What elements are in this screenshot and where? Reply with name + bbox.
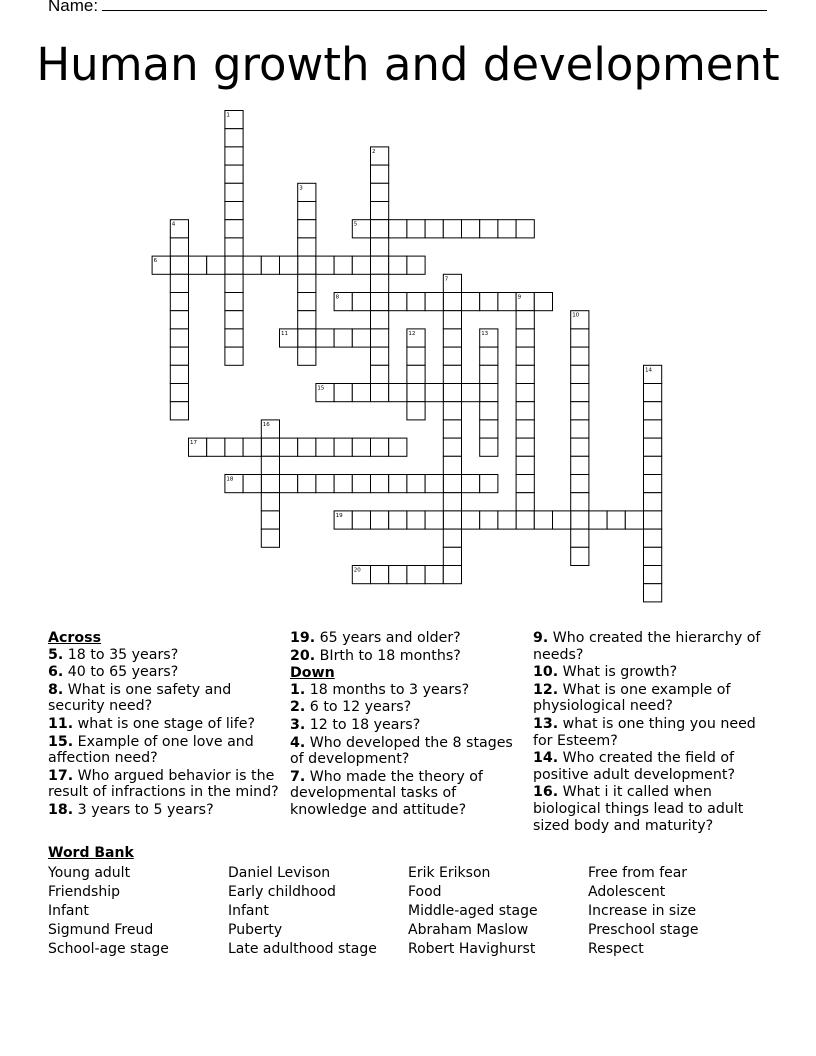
crossword-cell[interactable]: [261, 256, 279, 274]
word-bank-item: Sigmund Freud: [48, 922, 154, 938]
cell-number: 18: [226, 476, 234, 483]
crossword-cell[interactable]: [371, 384, 389, 402]
cell-number: 10: [572, 312, 580, 319]
crossword-cell[interactable]: [571, 420, 589, 438]
crossword-cell[interactable]: [225, 129, 243, 147]
crossword-cell[interactable]: [189, 256, 207, 274]
crossword-cell[interactable]: [443, 529, 461, 547]
crossword-cell[interactable]: [207, 256, 225, 274]
crossword-cell[interactable]: [480, 402, 498, 420]
crossword-cell[interactable]: [443, 384, 461, 402]
crossword-cell[interactable]: [407, 293, 425, 311]
crossword-cell[interactable]: [644, 529, 662, 547]
crossword-cell[interactable]: [571, 329, 589, 347]
crossword-cell[interactable]: [207, 438, 225, 456]
crossword-cell[interactable]: [644, 438, 662, 456]
crossword-cell[interactable]: [261, 475, 279, 493]
clue-across-8: 8. What is one safety and security need?: [48, 681, 232, 715]
crossword-cell[interactable]: [407, 511, 425, 529]
crossword-cell[interactable]: [571, 547, 589, 565]
cell-number: 2: [372, 148, 376, 155]
crossword-cell[interactable]: [371, 165, 389, 183]
word-bank-item: School-age stage: [48, 941, 169, 957]
clue-down-7: 7. Who made the theory of developmental tasks of knowledge and attitude?: [290, 768, 483, 818]
crossword-cell[interactable]: [407, 256, 425, 274]
word-bank-column-1: [48, 864, 169, 959]
crossword-cell[interactable]: [571, 438, 589, 456]
crossword-cell[interactable]: [225, 183, 243, 201]
crossword-cell[interactable]: [644, 493, 662, 511]
crossword-cell[interactable]: [498, 511, 516, 529]
crossword-cell[interactable]: [225, 293, 243, 311]
crossword-cell[interactable]: [516, 420, 534, 438]
crossword-cell[interactable]: [644, 566, 662, 584]
crossword-cell[interactable]: [280, 256, 298, 274]
crossword-cell[interactable]: [225, 220, 243, 238]
crossword-cell[interactable]: [553, 511, 571, 529]
crossword-cell[interactable]: [389, 511, 407, 529]
crossword-cell[interactable]: [352, 384, 370, 402]
crossword-cell[interactable]: [625, 511, 643, 529]
crossword-cell[interactable]: [225, 274, 243, 292]
word-bank-item: Young adult: [48, 865, 131, 881]
crossword-cell[interactable]: [480, 293, 498, 311]
clues-column-1: [48, 630, 280, 820]
clue-across-19: 19. 65 years and older?: [290, 630, 461, 646]
crossword-cell[interactable]: [389, 438, 407, 456]
word-bank-column-4: [588, 864, 698, 959]
crossword-cell[interactable]: [644, 420, 662, 438]
crossword-cell[interactable]: [170, 329, 188, 347]
crossword-cell[interactable]: [462, 511, 480, 529]
cell-number: 3: [299, 185, 303, 192]
crossword-cell[interactable]: [298, 311, 316, 329]
crossword-cell[interactable]: [170, 293, 188, 311]
down-heading: Down: [290, 665, 335, 682]
crossword-cell[interactable]: [407, 384, 425, 402]
crossword-cell[interactable]: [371, 566, 389, 584]
crossword-cell[interactable]: [371, 274, 389, 292]
word-bank-item: Food: [408, 884, 442, 900]
crossword-cell[interactable]: [644, 456, 662, 474]
crossword-cell[interactable]: [371, 183, 389, 201]
cell-number: 8: [335, 294, 340, 301]
word-bank-item: Robert Havighurst: [408, 941, 536, 957]
crossword-cell[interactable]: [298, 347, 316, 365]
crossword-cell[interactable]: [371, 347, 389, 365]
across-heading: Across: [48, 630, 102, 646]
crossword-cell[interactable]: [516, 402, 534, 420]
crossword-cell[interactable]: [443, 438, 461, 456]
crossword-cell[interactable]: [480, 220, 498, 238]
cell-number: 16: [262, 421, 270, 428]
cell-number: 15: [317, 385, 325, 392]
clue-across-11: 11. what is one stage of life?: [48, 715, 255, 732]
crossword-cell[interactable]: [516, 311, 534, 329]
crossword-cell[interactable]: [316, 329, 334, 347]
crossword-cell[interactable]: [571, 529, 589, 547]
name-label: Name:: [48, 0, 99, 15]
crossword-cell[interactable]: [443, 293, 461, 311]
crossword-cell[interactable]: [516, 493, 534, 511]
crossword-cell[interactable]: [298, 202, 316, 220]
clue-down-13: 13. what is one thing you need for Esteem?: [533, 715, 756, 749]
crossword-cell[interactable]: [443, 547, 461, 565]
crossword-cell[interactable]: [407, 566, 425, 584]
crossword-cell[interactable]: [407, 347, 425, 365]
crossword-cell[interactable]: [371, 365, 389, 383]
cell-number: 7: [444, 276, 449, 283]
crossword-cell[interactable]: [498, 293, 516, 311]
crossword-cell[interactable]: [480, 384, 498, 402]
word-bank-item: Abraham Maslow: [408, 922, 529, 938]
crossword-cell[interactable]: [170, 238, 188, 256]
crossword-cell[interactable]: [571, 475, 589, 493]
crossword-cell[interactable]: [352, 475, 370, 493]
crossword-cell[interactable]: [298, 220, 316, 238]
cell-number: 9: [517, 294, 522, 301]
crossword-cell[interactable]: [443, 311, 461, 329]
crossword-cell[interactable]: [534, 293, 552, 311]
crossword-cell[interactable]: [462, 220, 480, 238]
crossword-cell[interactable]: [571, 493, 589, 511]
crossword-cell[interactable]: [170, 311, 188, 329]
crossword-cell[interactable]: [480, 438, 498, 456]
crossword-cell[interactable]: [261, 456, 279, 474]
clue-down-3: 3. 12 to 18 years?: [290, 716, 421, 733]
crossword-cell[interactable]: [243, 256, 261, 274]
crossword-cell[interactable]: [316, 475, 334, 493]
cell-number: 1: [226, 112, 230, 119]
crossword-cell[interactable]: [352, 438, 370, 456]
crossword-cell[interactable]: [534, 511, 552, 529]
crossword-cell[interactable]: [334, 438, 352, 456]
crossword-cell[interactable]: [389, 475, 407, 493]
word-bank-item: Adolescent: [588, 884, 666, 900]
crossword-cell[interactable]: [571, 511, 589, 529]
crossword-cell[interactable]: [443, 493, 461, 511]
crossword-cell[interactable]: [371, 475, 389, 493]
crossword-cell[interactable]: [443, 402, 461, 420]
crossword-cell[interactable]: [316, 438, 334, 456]
word-bank-item: Friendship: [48, 884, 120, 900]
crossword-cell[interactable]: [225, 311, 243, 329]
crossword-cell[interactable]: [225, 329, 243, 347]
crossword-cell[interactable]: [425, 384, 443, 402]
crossword-cell[interactable]: [371, 311, 389, 329]
clue-across-5: 5. 18 to 35 years?: [48, 646, 179, 663]
crossword-cell[interactable]: [316, 256, 334, 274]
crossword-cell[interactable]: [607, 511, 625, 529]
crossword-cell[interactable]: [644, 511, 662, 529]
crossword-cell[interactable]: [443, 365, 461, 383]
crossword-cell[interactable]: [298, 329, 316, 347]
crossword-cell[interactable]: [225, 238, 243, 256]
word-bank-item: Late adulthood stage: [228, 941, 377, 957]
clue-across-18: 18. 3 years to 5 years?: [48, 801, 214, 818]
crossword-cell[interactable]: [261, 511, 279, 529]
crossword-cell[interactable]: [443, 329, 461, 347]
crossword-cell[interactable]: [462, 475, 480, 493]
crossword-cell[interactable]: [225, 347, 243, 365]
crossword-cell[interactable]: [516, 511, 534, 529]
crossword-cell[interactable]: [371, 220, 389, 238]
crossword-cell[interactable]: [170, 384, 188, 402]
crossword-cell[interactable]: [371, 256, 389, 274]
crossword-cell[interactable]: [261, 438, 279, 456]
cell-number: 20: [353, 567, 361, 574]
crossword-cell[interactable]: [462, 384, 480, 402]
crossword-cell[interactable]: [261, 529, 279, 547]
crossword-cell[interactable]: [389, 384, 407, 402]
crossword-cell[interactable]: [334, 384, 352, 402]
crossword-cell[interactable]: [352, 329, 370, 347]
clue-down-14: 14. Who created the field of positive adult development?: [533, 750, 735, 783]
crossword-cell[interactable]: [407, 365, 425, 383]
crossword-cell[interactable]: [462, 293, 480, 311]
crossword-cell[interactable]: [352, 511, 370, 529]
crossword-cell[interactable]: [516, 384, 534, 402]
crossword-cell[interactable]: [371, 511, 389, 529]
crossword-cell[interactable]: [352, 256, 370, 274]
word-bank-item: Respect: [588, 941, 644, 957]
word-bank-item: Daniel Levison: [228, 865, 331, 881]
clues-column-2: [290, 630, 515, 820]
cell-number: 12: [408, 330, 416, 337]
word-bank-item: Free from fear: [588, 865, 688, 881]
crossword-cell[interactable]: [443, 220, 461, 238]
crossword-cell[interactable]: [261, 493, 279, 511]
crossword-cell[interactable]: [516, 475, 534, 493]
crossword-cell[interactable]: [407, 220, 425, 238]
word-bank-title: Word Bank: [48, 845, 134, 861]
crossword-cell[interactable]: [443, 511, 461, 529]
crossword-cell[interactable]: [243, 438, 261, 456]
crossword-cell[interactable]: [389, 256, 407, 274]
word-bank-item: Erik Erikson: [408, 865, 491, 881]
crossword-cell[interactable]: [334, 329, 352, 347]
crossword-cell[interactable]: [371, 238, 389, 256]
crossword-cell[interactable]: [516, 329, 534, 347]
crossword-cell[interactable]: [334, 475, 352, 493]
word-bank-column-3: [408, 864, 538, 959]
crossword-cell[interactable]: [371, 329, 389, 347]
crossword-cell[interactable]: [498, 220, 516, 238]
crossword-cell[interactable]: [225, 147, 243, 165]
crossword-cell[interactable]: [371, 438, 389, 456]
word-bank-item: Preschool stage: [588, 922, 699, 938]
crossword-cell[interactable]: [389, 566, 407, 584]
crossword-cell[interactable]: [425, 475, 443, 493]
crossword-cell[interactable]: [170, 274, 188, 292]
cell-number: 13: [481, 330, 489, 337]
crossword-cell[interactable]: [425, 220, 443, 238]
crossword-cell[interactable]: [298, 438, 316, 456]
crossword-cell[interactable]: [225, 438, 243, 456]
crossword-cell[interactable]: [571, 365, 589, 383]
clue-down-2: 2. 6 to 12 years?: [290, 699, 412, 716]
crossword-cell[interactable]: [371, 293, 389, 311]
crossword-cell[interactable]: [571, 347, 589, 365]
word-bank-item: Infant: [228, 903, 269, 919]
cell-number: 14: [645, 367, 652, 374]
word-bank-item: Increase in size: [588, 903, 697, 919]
crossword-cell[interactable]: [480, 511, 498, 529]
crossword-cell[interactable]: [644, 475, 662, 493]
crossword-cell[interactable]: [407, 475, 425, 493]
crossword-cell[interactable]: [170, 365, 188, 383]
crossword-cell[interactable]: [170, 256, 188, 274]
clue-down-1: 1. 18 months to 3 years?: [290, 681, 470, 698]
crossword-cell[interactable]: [280, 438, 298, 456]
clue-down-16: 16. What i it called when biological things lead to adult sized body and maturity?: [533, 784, 744, 834]
crossword-cell[interactable]: [389, 220, 407, 238]
cell-number: 5: [353, 221, 358, 228]
crossword-cell[interactable]: [516, 347, 534, 365]
crossword-cell[interactable]: [480, 347, 498, 365]
crossword-cell[interactable]: [480, 365, 498, 383]
crossword-cell[interactable]: [225, 165, 243, 183]
crossword-cell[interactable]: [170, 402, 188, 420]
crossword-cell[interactable]: [571, 402, 589, 420]
crossword-cell[interactable]: [334, 256, 352, 274]
clue-across-15: 15. Example of one love and affection need?: [48, 733, 254, 767]
crossword-cell[interactable]: [480, 475, 498, 493]
word-bank-item: Middle-aged stage: [408, 903, 538, 919]
clues-column-3: [533, 630, 769, 835]
cell-number: 6: [153, 258, 158, 265]
word-bank-column-2: [228, 864, 377, 959]
clue-across-17: 17. Who argued behavior is the result of infractions in the mind?: [48, 767, 279, 801]
clue-down-9: 9. Who created the hierarchy of needs?: [533, 630, 761, 663]
clue-across-6: 6. 40 to 65 years?: [48, 664, 179, 681]
crossword-cell[interactable]: [298, 475, 316, 493]
clue-down-4: 4. Who developed the 8 stages of development?: [290, 734, 513, 768]
crossword-cell[interactable]: [516, 365, 534, 383]
crossword-cell[interactable]: [443, 566, 461, 584]
crossword-cell[interactable]: [516, 438, 534, 456]
crossword-cell[interactable]: [443, 475, 461, 493]
page-title: Human growth and development: [36, 38, 780, 91]
word-bank-item: Early childhood: [228, 884, 336, 900]
crossword-cell[interactable]: [425, 566, 443, 584]
crossword-cell[interactable]: [516, 220, 534, 238]
cell-number: 11: [281, 330, 288, 337]
word-bank-item: Puberty: [228, 922, 283, 938]
crossword-cell[interactable]: [480, 420, 498, 438]
crossword-cell[interactable]: [298, 293, 316, 311]
clue-down-12: 12. What is one example of physiological need?: [533, 681, 731, 715]
crossword-cell[interactable]: [407, 402, 425, 420]
crossword-cell[interactable]: [443, 456, 461, 474]
crossword-cell[interactable]: [425, 293, 443, 311]
crossword-cell[interactable]: [352, 293, 370, 311]
cell-number: 17: [190, 440, 197, 447]
clue-across-20: 20. BIrth to 18 months?: [290, 647, 461, 664]
crossword-cell[interactable]: [389, 293, 407, 311]
crossword-cell[interactable]: [571, 456, 589, 474]
crossword-cell[interactable]: [571, 384, 589, 402]
crossword-cell[interactable]: [644, 384, 662, 402]
crossword-cell[interactable]: [243, 475, 261, 493]
crossword-cell[interactable]: [443, 420, 461, 438]
cell-number: 4: [171, 221, 176, 228]
crossword-cell[interactable]: [170, 347, 188, 365]
crossword-cell[interactable]: [425, 511, 443, 529]
cell-number: 19: [335, 512, 343, 519]
crossword-cell[interactable]: [644, 402, 662, 420]
crossword-cell[interactable]: [443, 347, 461, 365]
crossword-cell[interactable]: [589, 511, 607, 529]
crossword-cell[interactable]: [280, 475, 298, 493]
clue-down-10: 10. What is growth?: [533, 664, 678, 681]
crossword-cell[interactable]: [298, 256, 316, 274]
crossword-cell[interactable]: [298, 238, 316, 256]
crossword-cell[interactable]: [225, 202, 243, 220]
crossword-cell[interactable]: [225, 256, 243, 274]
crossword-cell[interactable]: [644, 584, 662, 602]
crossword-cell[interactable]: [371, 202, 389, 220]
crossword-cell[interactable]: [516, 456, 534, 474]
word-bank-item: Infant: [48, 903, 89, 919]
crossword-cell[interactable]: [298, 274, 316, 292]
crossword-cell[interactable]: [644, 547, 662, 565]
